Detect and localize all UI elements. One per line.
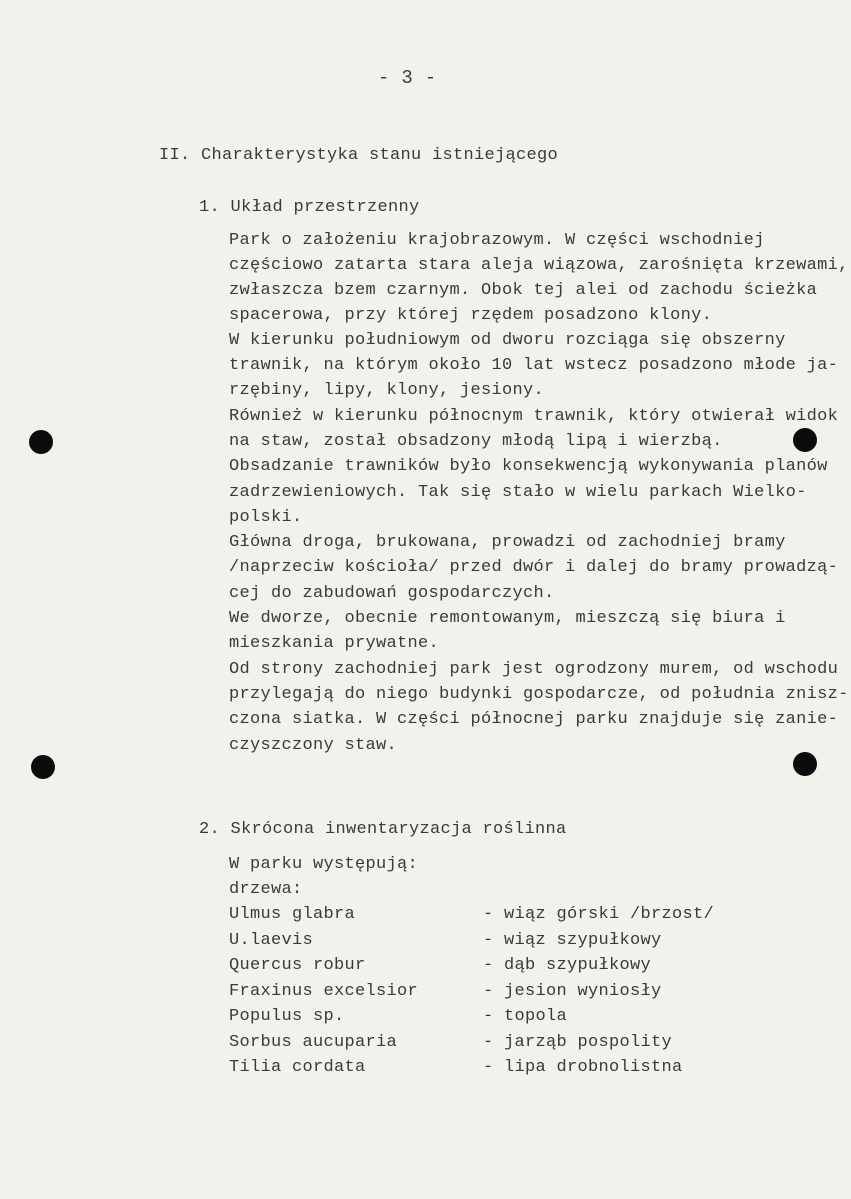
subsection-1-heading: 1. Układ przestrzenny: [199, 198, 420, 217]
species-polish: - lipa drobnolistna: [483, 1058, 683, 1077]
text-line: We dworze, obecnie remontowanym, mieszczą się biura i: [229, 609, 786, 628]
text-line: na staw, został obsadzony młodą lipą i wierzbą.: [229, 432, 723, 451]
species-polish: - dąb szypułkowy: [483, 956, 652, 975]
text-line: przylegają do niego budynki gospodarcze, od południa znisz-: [229, 685, 849, 704]
inventory-category: drzewa:: [229, 880, 303, 899]
text-line: Obsadzanie trawników było konsekwencją wykonywania planów: [229, 457, 828, 476]
inventory-intro: W parku występują:: [229, 855, 419, 874]
species-latin: Tilia cordata: [229, 1058, 366, 1077]
subsection-2-heading: 2. Skrócona inwentaryzacja roślinna: [199, 820, 567, 839]
text-line: spacerowa, przy której rzędem posadzono klony.: [229, 306, 713, 325]
punch-hole-right-top: [793, 428, 817, 452]
text-line: mieszkania prywatne.: [229, 634, 440, 653]
text-line: częściowo zatarta stara aleja wiązowa, zarośnięta krzewami,: [229, 256, 849, 275]
text-line: polski.: [229, 508, 303, 527]
text-line: /naprzeciw kościoła/ przed dwór i dalej do bramy prowadzą-: [229, 558, 839, 577]
text-line: zadrzewieniowych. Tak się stało w wielu parkach Wielko-: [229, 483, 807, 502]
text-line: Główna droga, brukowana, prowadzi od zachodniej bramy: [229, 533, 786, 552]
text-line: Od strony zachodniej park jest ogrodzony murem, od wschodu: [229, 660, 839, 679]
text-line: zwłaszcza bzem czarnym. Obok tej alei od zachodu ścieżka: [229, 281, 818, 300]
species-polish: - jarząb pospolity: [483, 1033, 673, 1052]
page-number: - 3 -: [378, 67, 437, 89]
text-line: czyszczony staw.: [229, 736, 398, 755]
species-latin: Ulmus glabra: [229, 905, 356, 924]
text-line: Park o założeniu krajobrazowym. W części wschodniej: [229, 231, 765, 250]
punch-hole-left-top: [29, 430, 53, 454]
text-line: trawnik, na którym około 10 lat wstecz posadzono młode ja-: [229, 356, 839, 375]
species-latin: Quercus robur: [229, 956, 366, 975]
species-latin: Fraxinus excelsior: [229, 982, 419, 1001]
species-latin: Populus sp.: [229, 1007, 345, 1026]
species-latin: U.laevis: [229, 931, 314, 950]
punch-hole-left-bottom: [31, 755, 55, 779]
species-polish: - wiąz górski /brzost/: [483, 905, 715, 924]
section-heading: II. Charakterystyka stanu istniejącego: [159, 146, 559, 165]
punch-hole-right-bottom: [793, 752, 817, 776]
text-line: czona siatka. W części północnej parku znajduje się zanie-: [229, 710, 839, 729]
text-line: W kierunku południowym od dworu rozciąga się obszerny: [229, 331, 786, 350]
species-polish: - topola: [483, 1007, 568, 1026]
text-line: cej do zabudowań gospodarczych.: [229, 584, 555, 603]
text-line: rzębiny, lipy, klony, jesiony.: [229, 381, 545, 400]
species-polish: - wiąz szypułkowy: [483, 931, 662, 950]
text-line: Również w kierunku północnym trawnik, który otwierał widok: [229, 407, 839, 426]
species-polish: - jesion wyniosły: [483, 982, 662, 1001]
species-latin: Sorbus aucuparia: [229, 1033, 398, 1052]
